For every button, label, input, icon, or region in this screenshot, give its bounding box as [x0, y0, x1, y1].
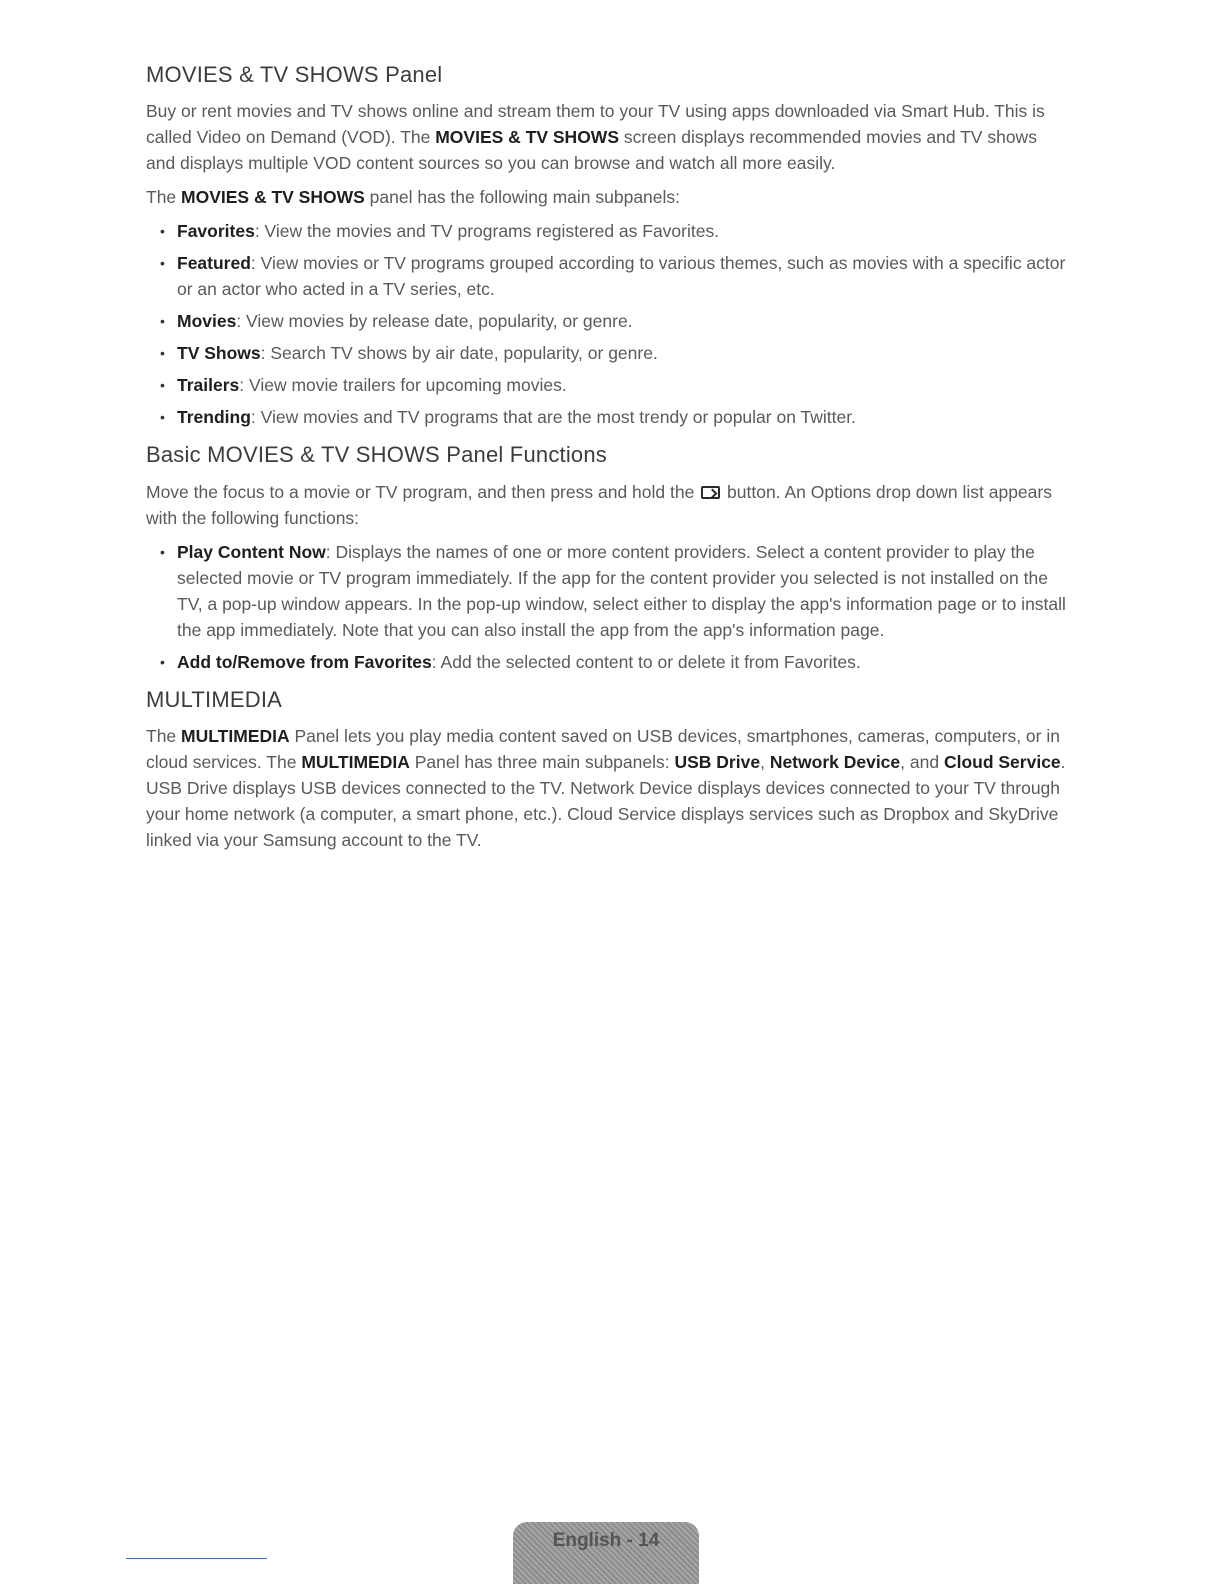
- text-run: screen displays recommended movies and TV shows and displays multiple VOD content sources so you can browse and watch all more easily.: [146, 127, 1037, 174]
- list-term: Trailers: [177, 375, 240, 396]
- list-term: Favorites: [177, 221, 255, 242]
- text-run: Buy or rent movies and TV shows online and stream them to your TV using apps downloaded via Smart Hub. This is called Video on Demand (VOD). The: [146, 101, 1045, 148]
- bold-term: MULTIMEDIA: [301, 752, 410, 773]
- list-term: Trending: [177, 407, 251, 428]
- text-run: Move the focus to a movie or TV program, and then press and hold the: [146, 481, 700, 502]
- text-run: Panel lets you play media content saved on USB devices, smartphones, cameras, computers, or in cloud services. The: [146, 726, 1060, 773]
- list-desc: : View movies or TV programs grouped according to various themes, such as movies with a specific actor or an actor who acted in a TV series, etc.: [177, 253, 1066, 300]
- multimedia-paragraph: [146, 723, 1066, 853]
- list-item-featured: [146, 250, 1066, 302]
- list-desc: : View movies by release date, popularity, or genre.: [236, 311, 633, 332]
- footer-rule: [126, 1558, 267, 1559]
- enter-button-icon: [701, 486, 720, 499]
- bold-term: MOVIES & TV SHOWS: [181, 187, 365, 208]
- list-item-favorites: [146, 218, 1066, 244]
- section-title-basic-functions: Basic MOVIES & TV SHOWS Panel Functions: [146, 442, 607, 468]
- subpanels-intro: [146, 184, 1066, 210]
- list-desc: : View the movies and TV programs registered as Favorites.: [254, 221, 720, 242]
- list-term: TV Shows: [177, 343, 261, 364]
- list-item-tv-shows: [146, 340, 1066, 366]
- page-content: [146, 62, 1066, 861]
- text-run: ,: [760, 752, 770, 773]
- page-label: English - 14: [552, 1530, 660, 1551]
- list-term: Movies: [177, 311, 237, 332]
- page-number-badge: [513, 1522, 699, 1584]
- list-item-movies: [146, 308, 1066, 334]
- bold-term: Network Device: [769, 752, 901, 773]
- list-desc: : Displays the names of one or more content providers. Select a content provider to play the selected movie or TV program immediately. If the app for the content provider you selected is not installed on the TV, a pop-up window appears. In the pop-up window, select either to display the app's information page or to install the app immediately. Note that you can also install the app from the app's information page.: [177, 541, 1066, 640]
- text-run: , and: [900, 752, 944, 773]
- list-term: Featured: [177, 253, 251, 274]
- bold-term: Cloud Service: [943, 752, 1061, 773]
- bold-term: MULTIMEDIA: [181, 726, 290, 747]
- text-run: . USB Drive displays USB devices connected to the TV. Network Device displays devices connected to your TV through your home network (a computer, a smart phone, etc.). Cloud Service displays services such as Dropbox and SkyDrive linked via your Samsung account to the TV.: [146, 752, 1066, 851]
- list-desc: : View movie trailers for upcoming movies.: [239, 375, 567, 396]
- text-run: The: [146, 187, 182, 208]
- functions-intro: [146, 479, 1066, 531]
- list-desc: : Add the selected content to or delete it from Favorites.: [431, 651, 861, 672]
- text-run: button. An Options drop down list appears with the following functions:: [146, 481, 1052, 528]
- subpanel-list: [146, 218, 1066, 430]
- list-desc: : View movies and TV programs that are the most trendy or popular on Twitter.: [250, 407, 856, 428]
- functions-list: [146, 539, 1066, 675]
- text-run: panel has the following main subpanels:: [364, 187, 681, 208]
- bold-term: MOVIES & TV SHOWS: [435, 127, 620, 148]
- text-run: The: [146, 726, 182, 747]
- list-desc: : Search TV shows by air date, popularity, or genre.: [260, 343, 658, 364]
- text-run: Panel has three main subpanels:: [409, 752, 675, 773]
- bold-term: USB Drive: [674, 752, 761, 773]
- section-title-multimedia: MULTIMEDIA: [146, 686, 283, 712]
- list-item-trailers: [146, 372, 1066, 398]
- list-term: Play Content Now: [177, 541, 326, 562]
- list-item-play-content-now: [146, 539, 1066, 643]
- list-term: Add to/Remove from Favorites: [177, 651, 432, 672]
- intro-paragraph: [146, 98, 1066, 176]
- section-title-movies-tv-shows: MOVIES & TV SHOWS Panel: [146, 62, 443, 87]
- list-item-trending: [146, 404, 1066, 430]
- list-item-add-remove-favorites: [146, 649, 1066, 675]
